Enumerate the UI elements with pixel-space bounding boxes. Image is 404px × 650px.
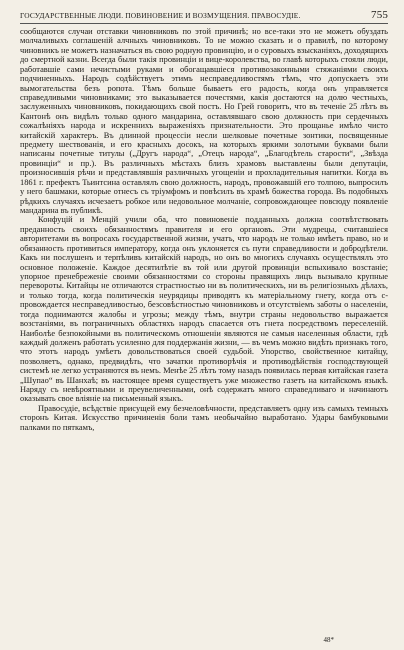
paragraph-justice: Правосудіе, всѣдствіе присущей ему безчеловѣчности, представляетъ одну изъ самыхъ темныхъ сторонъ Китая. Искусство причиненія боли тамъ необычайно выработано. Удары бамбуковыми палками по пяткамъ, [20,402,388,432]
header-section-title: ГОСУДАРСТВЕННЫЕ ЛЮДИ. ПОВИНОВЕНИЕ И ВОЗМУЩЕНИЯ. ПРАВОСУДІЕ. [20,11,301,20]
running-header [20,9,388,24]
paragraph-officials: сообщаются случаи отставки чиновниковъ по этой причинѣ; но все-таки это не можетъ обуздать молчаливыхъ соглашеній алчныхъ чиновниковъ. То не можно сказать и о правилѣ, по которому чиновникъ не можетъ назначаться въ свою родную провинцію, и о суровыхъ взысканіяхъ, доходящихъ до смертной казни. Всегда были такія провинціи и вице-королевства, во главѣ которыхъ стояли люди, работавшіе сами нечистыми руками и обогащавшіеся противозаконными стяжаніями своихъ подчиненныхъ. Народъ содѣйствуетъ этимъ несправедливостямъ тѣмъ, что допускаетъ эти вымогательства безъ ропота. Тѣмъ больше бываетъ его радость, когда онъ управляется справедливыми чиновниками; это выказывается почестями, какія достаются на долю честныхъ, заслуженныхъ чиновниковъ, покидающихъ свой постъ. Но Грей говоритъ, что въ теченіе 25 лѣтъ въ Кантонѣ онъ видѣлъ только одного мандарина, оставлявшаго свою должность при сердечныхъ сожалѣніяхъ народа и искреннихъ выраженіяхъ признательности. Это прощанье имѣло чисто китайскій характеръ. Въ длинной процессіи несли шелковые почетные зонтики, посвященные предмету шествованія, и его красныхъ досокъ, на которыхъ яркими золотыми буквами были написаны почетные титулы („Другъ народа“, „Отецъ народа“, „Благодѣтель старости“, „Звѣзда провинціи“ и пр.). Въ различныхъ мѣстахъ близъ храмовъ выставлены были депутаціи, произносившія рѣчи и представлявшія различныхъ угощеніи и прохладительныя напитки. Когда въ 1861 г. префектъ Тьинтсина оставлялъ свою должность, народъ, провожавшій его толпою, выпросилъ у него башмаки, которые отнесъ съ тріумфомъ и повѣсилъ въ храмѣ божества города. Въ подобныхъ рѣдкихъ случаяхъ исчезаетъ робкое или недовольное молчаніе, сопровождающее повсюду появленіе мандарина въ публикѣ. [20,26,388,216]
paragraph-obedience: Конфуцій и Менцій учили оба, что повиновеніе подданныхъ должна соотвѣтствовать преданность своихъ обязанностямъ правителя и его органовъ. Эти мудрецы, считавшіеся авторитетами въ вопросахъ государственной жизни, учатъ, что народъ не только имѣетъ право, но и обязанность противиться императору, когда онъ уклоняется съ пути справедливости и добродѣтели. Какъ ни послушенъ и терпѣливъ китайскій народъ, но онъ во многихъ случаяхъ осуществлялъ это основное положеніе. Каждое десятилѣтіе въ той или другой провинціи вспыхивало возстаніе; упорное пренебреженіе своими обязанностями со стороны правящихъ лицъ вызывало крупные перевороты. Китайцы не отличаются страстностью ни въ политическихъ, ни въ религіозныхъ дѣлахъ, и только тогда, когда политическія неурядицы приводятъ къ матеріальному гнету, когда отъ с-провождается несправедливостью, безсовѣстностью чиновниковъ и отсутствіемъ заботы о населеніи, тогда поднимаются жалобы и угрозы; между тѣмъ, внутри страны недовольство выражается возстаніями, въ пограничныхъ областяхъ народъ спасается отъ гнета посредствомъ переселеній. Наиболѣе безпокойными въ политическомъ отношеніи являются не самыя населенныя области, гдѣ каждый долженъ работать усиленно для поддержанія жизни, — въ чемъ можно видѣть признакъ того, что этотъ народъ умѣетъ довольствоваться своей судьбой. Упорство, свойственное китайцу, позволяетъ, однако, предвидѣть, что зачатки противорѣчія и противодѣйствія господствующей системѣ не легко устраняются въ немъ. Менѣе 25 лѣтъ тому назадъ появилась первая китайская газета „Шупао“ въ Шанхаѣ; въ настоящее время существуетъ уже множество газетъ на китайскомъ языкѣ. Наряду съ невѣроятными и преувеличенными, онѣ содержатъ много справедливаго и начинаютъ оказывать свое вліяніе на письменный языкъ. [20,214,388,404]
page-number: 755 [371,9,388,21]
signature-mark: 48* [323,636,334,644]
page-body [20,27,388,432]
